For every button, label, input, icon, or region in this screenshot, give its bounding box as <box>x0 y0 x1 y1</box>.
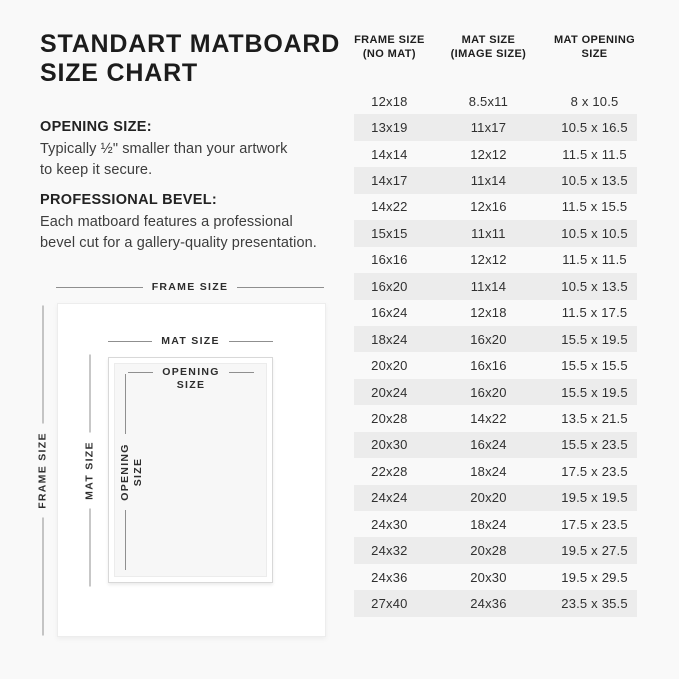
table-cell: 24x36 <box>371 569 408 585</box>
professional-bevel-body-line2: bevel cut for a gallery-quality presentation. <box>40 235 317 251</box>
size-table-header <box>354 33 637 61</box>
table-cell: 10.5 x 13.5 <box>561 278 628 294</box>
connector-line <box>237 287 324 288</box>
page-title-line1: STANDART MATBOARD <box>40 30 341 58</box>
table-cell: 24x24 <box>371 490 408 506</box>
connector-line <box>128 372 153 373</box>
header-mat-size <box>425 33 552 61</box>
opening-size-body-line2: to keep it secure. <box>40 162 153 178</box>
opening-size-label-line1: OPENING <box>162 366 220 378</box>
table-cell: 24x32 <box>371 543 408 559</box>
table-cell: 11.5 x 17.5 <box>561 305 628 321</box>
table-cell: 12x18 <box>371 93 408 109</box>
professional-bevel-heading: PROFESSIONAL BEVEL: <box>40 192 218 208</box>
connector-line <box>108 341 152 342</box>
header-mat-opening <box>552 33 637 61</box>
table-row <box>354 141 637 167</box>
table-row <box>354 88 637 114</box>
opening-size-label-top <box>128 366 254 392</box>
opening-size-body <box>40 139 340 181</box>
header-mat-size-line2: (IMAGE SIZE) <box>450 48 527 60</box>
table-cell: 14x22 <box>470 410 507 426</box>
opening-size-heading: OPENING SIZE: <box>40 119 152 135</box>
table-cell: 20x30 <box>371 437 408 453</box>
table-cell: 15.5 x 23.5 <box>561 437 628 453</box>
table-row <box>354 247 637 273</box>
table-cell: 11x14 <box>470 278 507 294</box>
table-cell: 14x14 <box>371 146 408 162</box>
table-cell: 12x16 <box>470 199 507 215</box>
table-cell: 11.5 x 11.5 <box>562 252 627 268</box>
connector-line <box>90 355 91 433</box>
table-cell: 20x24 <box>371 384 408 400</box>
table-cell: 11x11 <box>471 225 506 241</box>
frame-size-label: FRAME SIZE <box>151 281 229 293</box>
opening-size-vertical-line1: OPENING <box>119 443 131 501</box>
table-row <box>354 167 637 193</box>
table-cell: 13.5 x 21.5 <box>561 410 628 426</box>
table-cell: 10.5 x 10.5 <box>561 225 628 241</box>
table-row <box>354 590 637 616</box>
table-cell: 20x20 <box>470 490 507 506</box>
professional-bevel-section <box>40 192 340 254</box>
opening-size-section <box>40 119 340 181</box>
table-row <box>354 405 637 431</box>
table-cell: 10.5 x 16.5 <box>561 120 628 136</box>
opening-size-label-left <box>119 374 145 570</box>
page-title <box>40 30 340 88</box>
table-cell: 11.5 x 11.5 <box>562 146 627 162</box>
table-cell: 20x28 <box>371 410 408 426</box>
table-cell: 10.5 x 13.5 <box>561 173 628 189</box>
table-cell: 16x20 <box>371 278 408 294</box>
opening-size-vertical-line2: SIZE <box>132 457 144 487</box>
table-cell: 11.5 x 15.5 <box>561 199 628 215</box>
table-cell: 17.5 x 23.5 <box>561 463 628 479</box>
connector-line <box>43 518 44 636</box>
header-frame-size-line1: FRAME SIZE <box>354 34 425 46</box>
table-row <box>354 564 637 590</box>
header-frame-size-line2: (NO MAT) <box>362 48 416 60</box>
table-cell: 8 x 10.5 <box>570 93 619 109</box>
table-cell: 24x30 <box>371 516 408 532</box>
header-mat-opening-line1: MAT OPENING <box>553 34 636 46</box>
table-cell: 24x36 <box>470 596 507 612</box>
connector-line <box>125 510 126 570</box>
table-cell: 16x20 <box>470 331 507 347</box>
table-row <box>354 194 637 220</box>
table-cell: 22x28 <box>371 463 408 479</box>
table-cell: 19.5 x 19.5 <box>561 490 628 506</box>
table-cell: 12x12 <box>470 146 507 162</box>
table-cell: 20x30 <box>470 569 507 585</box>
table-cell: 16x16 <box>371 252 408 268</box>
table-row <box>354 379 637 405</box>
table-row <box>354 300 637 326</box>
table-cell: 19.5 x 29.5 <box>561 569 628 585</box>
table-cell: 27x40 <box>371 596 408 612</box>
mat-size-vertical-label: MAT SIZE <box>83 441 96 500</box>
mat-size-label-left <box>84 355 97 587</box>
table-cell: 16x20 <box>470 384 507 400</box>
table-cell: 12x18 <box>470 305 507 321</box>
table-row <box>354 537 637 563</box>
table-cell: 13x19 <box>371 120 408 136</box>
table-cell: 16x16 <box>470 358 507 374</box>
table-cell: 17.5 x 23.5 <box>561 516 628 532</box>
table-cell: 14x22 <box>371 199 408 215</box>
table-cell: 14x17 <box>371 173 408 189</box>
table-cell: 20x20 <box>371 358 408 374</box>
table-cell: 18x24 <box>470 516 507 532</box>
table-cell: 20x28 <box>470 543 507 559</box>
frame-size-label-left <box>37 306 50 636</box>
table-row <box>354 458 637 484</box>
table-cell: 19.5 x 27.5 <box>561 543 628 559</box>
page-title-line2: SIZE CHART <box>40 59 198 87</box>
table-row <box>354 485 637 511</box>
connector-line <box>56 287 143 288</box>
table-cell: 18x24 <box>470 463 507 479</box>
connector-line <box>229 372 254 373</box>
opening-size-label-line2: SIZE <box>176 379 206 391</box>
table-row <box>354 273 637 299</box>
table-cell: 15.5 x 15.5 <box>561 358 628 374</box>
opening-size-body-line1: Typically ½" smaller than your artwork <box>40 141 288 157</box>
table-row <box>354 114 637 140</box>
connector-line <box>125 374 126 434</box>
opening-size-vertical-label <box>119 443 145 501</box>
table-cell: 8.5x11 <box>468 93 509 109</box>
table-row <box>354 511 637 537</box>
size-table-body <box>354 88 637 617</box>
frame-size-label-top <box>56 281 324 294</box>
header-mat-opening-line2: SIZE <box>581 48 608 60</box>
header-mat-size-line1: MAT SIZE <box>461 34 516 46</box>
table-cell: 15.5 x 19.5 <box>561 331 628 347</box>
table-cell: 15x15 <box>371 225 408 241</box>
table-cell: 16x24 <box>371 305 408 321</box>
table-row <box>354 326 637 352</box>
professional-bevel-body <box>40 212 340 254</box>
table-cell: 15.5 x 19.5 <box>561 384 628 400</box>
table-cell: 11x14 <box>470 173 507 189</box>
table-cell: 18x24 <box>371 331 408 347</box>
header-frame-size <box>354 33 425 61</box>
table-cell: 12x12 <box>470 252 507 268</box>
connector-line <box>229 341 273 342</box>
table-cell: 16x24 <box>470 437 507 453</box>
table-row <box>354 352 637 378</box>
table-row <box>354 220 637 246</box>
professional-bevel-body-line1: Each matboard features a professional <box>40 214 293 230</box>
connector-line <box>43 306 44 424</box>
table-cell: 23.5 x 35.5 <box>561 596 628 612</box>
connector-line <box>90 509 91 587</box>
mat-size-label: MAT SIZE <box>161 335 220 347</box>
mat-size-label-top <box>108 335 273 348</box>
table-row <box>354 432 637 458</box>
frame-size-vertical-label: FRAME SIZE <box>36 432 49 509</box>
table-cell: 11x17 <box>470 120 507 136</box>
opening-size-label <box>162 366 220 392</box>
